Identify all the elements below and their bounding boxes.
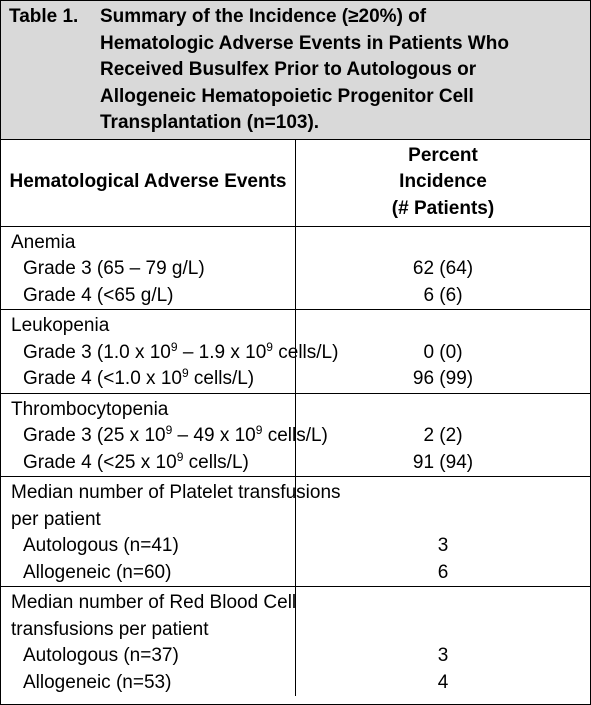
header-incidence-line: (# Patients) [391,197,495,219]
label-part: cells/L) [272,341,339,363]
label-part: cells/L) [183,451,249,473]
incidence-value: 91 (94) [412,451,474,473]
group-title: Leukopenia [11,315,110,336]
group-title: per patient [11,508,101,530]
grade-label: Autologous (n=41) [23,535,179,556]
grade-label: Grade 4 (<65 g/L) [23,284,174,306]
exponent: 9 [266,339,273,354]
label-part: – 49 x 10 [172,425,256,446]
exponent: 9 [165,423,173,437]
group-title: Thrombocytopenia [11,398,169,420]
event-cell [1,477,341,587]
label-part: Grade 4 (<1.0 x 10 [23,368,182,389]
header-incidence-line: Incidence [399,171,487,193]
label-part: – 1.9 x 10 [177,341,267,363]
incidence-value: 6 (6) [423,284,463,306]
exponent: 9 [170,339,178,354]
label-part: Grade 4 (<25 x 10 [23,451,177,473]
incidence-value: 2 (2) [423,425,463,446]
event-cell [1,587,296,697]
exponent: 9 [255,423,263,437]
caption-line: Summary of the Incidence (≥20%) of [100,6,427,27]
grade-label [11,339,339,367]
grade-label: Allogeneic (n=60) [23,561,172,583]
incidence-value: 4 [437,671,449,693]
header-incidence [296,139,591,226]
table-row [1,393,590,477]
incidence-cell [296,226,591,310]
incidence-value: 96 (99) [412,368,474,389]
label-part: cells/L) [188,368,255,389]
grade-label: Autologous (n=37) [23,645,179,666]
label-part: cells/L) [262,425,328,446]
group-title: Anemia [11,231,76,253]
incidence-cell [296,587,591,697]
table-row [1,310,590,394]
grade-label: Grade 3 (65 – 79 g/L) [23,258,205,279]
event-cell [1,310,339,394]
incidence-value: 62 (64) [412,258,474,279]
table-caption [1,1,590,139]
table-header-row [1,139,590,226]
header-incidence-line: Percent [408,144,478,166]
caption-label: Table 1. [9,6,79,27]
header-events: Hematological Adverse Events [1,139,296,226]
caption-line: Received Busulfex Prior to Autologous or [100,59,477,80]
grade-label [11,366,295,393]
grade-label [11,450,295,477]
caption-line: Hematologic Adverse Events in Patients Who [100,32,509,54]
event-cell [1,393,328,477]
adverse-events-table [1,1,590,696]
group-title: Median number of Red Blood Cell [11,592,297,613]
grade-label: Allogeneic (n=53) [23,671,172,693]
event-cell [1,226,296,310]
table-row [1,587,590,697]
grade-label [11,423,328,450]
caption-line: Allogeneic Hematopoietic Progenitor Cell [100,85,474,107]
incidence-value: 0 (0) [423,341,463,363]
incidence-value: 3 [437,645,449,666]
table-row [1,477,590,587]
label-part: Grade 3 (1.0 x 10 [23,341,171,363]
incidence-cell [296,310,591,394]
incidence-cell [296,393,591,477]
label-part: Grade 3 (25 x 10 [23,425,166,446]
exponent: 9 [176,449,184,464]
group-title: transfusions per patient [11,618,209,640]
incidence-value: 6 [437,561,449,583]
caption-line: Transplantation (n=103). [100,112,320,133]
exponent: 9 [181,366,189,380]
table-row [1,226,590,310]
incidence-value: 3 [437,535,449,556]
group-title: Median number of Platelet transfusions [11,482,341,503]
